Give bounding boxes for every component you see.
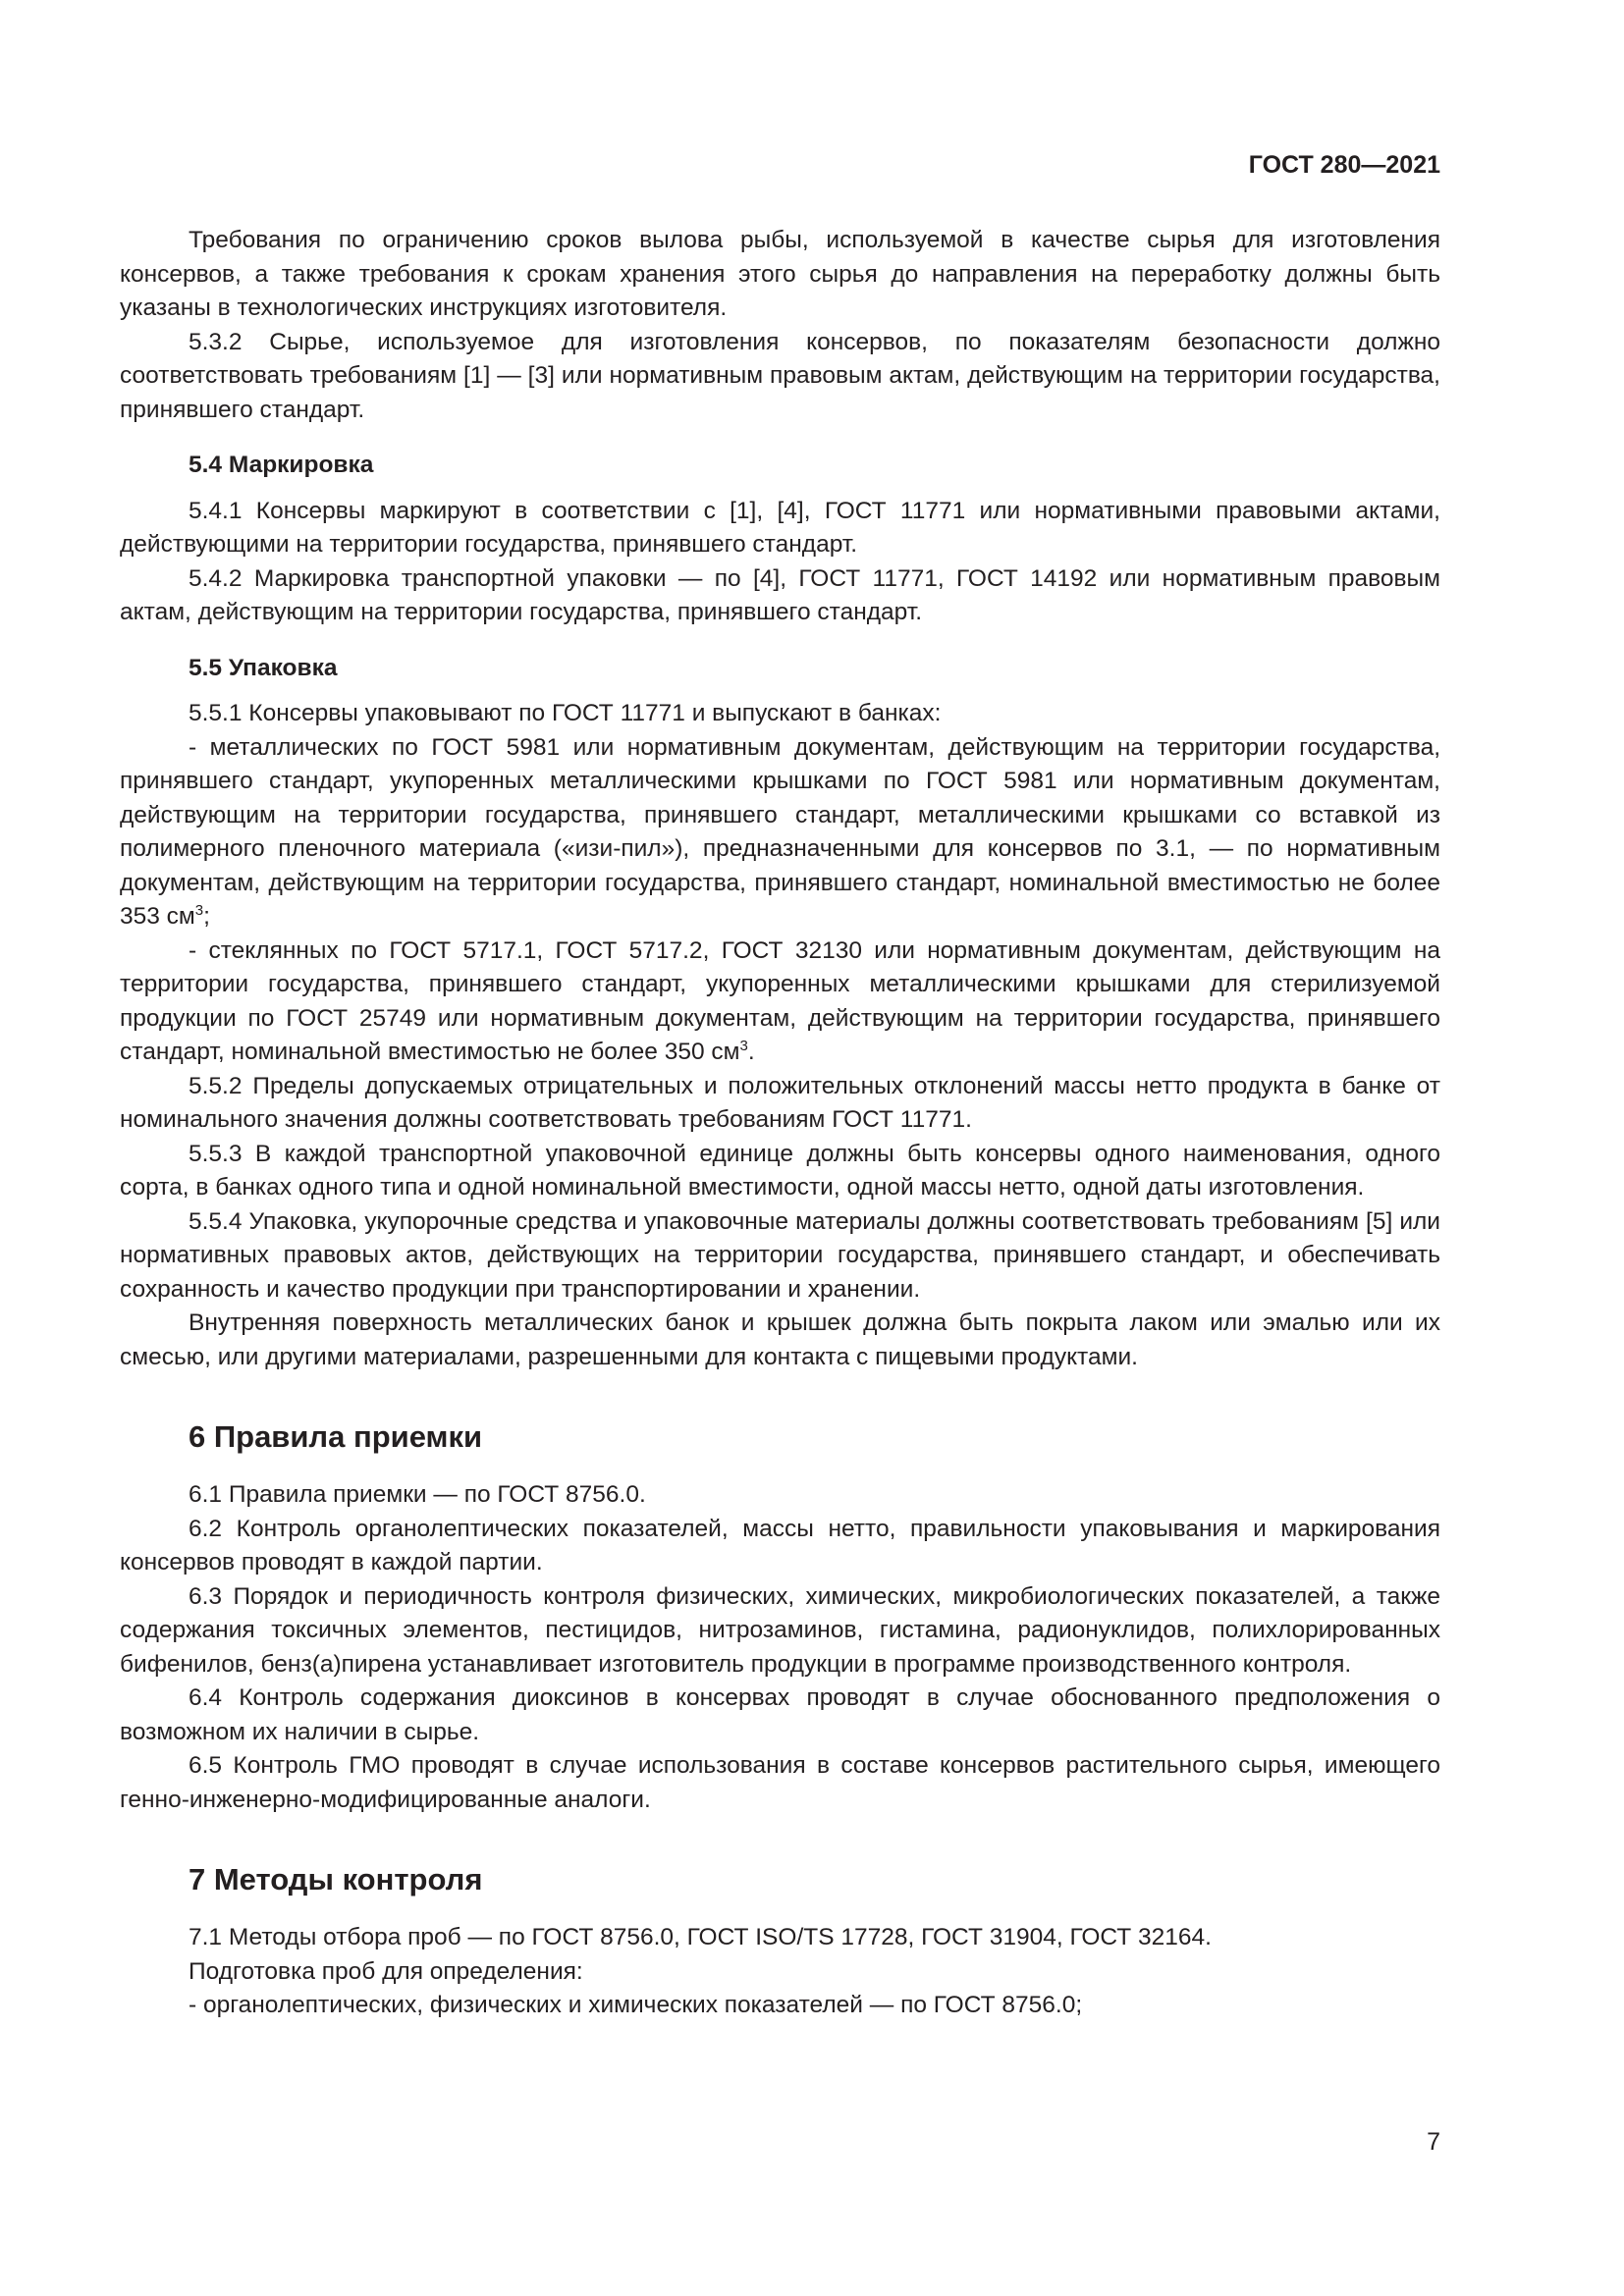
paragraph: 6.4 Контроль содержания диоксинов в консервах проводят в случае обоснованного предположения о возможном их наличии в сырье. [120,1684,1440,1745]
list-item-end: . [747,1039,755,1065]
paragraph: 6.3 Порядок и периодичность контроля физических, химических, микробиологических показателей, а также содержания токсичных элементов, пестицидов, нитрозаминов, гистамина, радионуклидов, полихлорированных бифенилов, бенз(а)пирена устанавливает изготовитель продукции в программе производственного контроля. [120,1582,1440,1678]
paragraph: 7.1 Методы отбора проб — по ГОСТ 8756.0, ГОСТ ISO/TS 17728, ГОСТ 31904, ГОСТ 32164. [189,1924,1212,1950]
superscript: 3 [194,901,204,919]
list-item [120,731,1440,934]
list-item-text: - стеклянных по ГОСТ 5717.1, ГОСТ 5717.2, ГОСТ 32130 или нормативным документам, действующим на территории государства, принявшего стандарт, укупоренных металлическими крышками для стерилизуемой продукции по ГОСТ 25749 или нормативным документам, действующим на территории государства, принявшего стандарт, номинальной вместимостью не более 350 см [120,936,1440,1065]
list-item-end: ; [203,903,210,930]
page-number: 7 [1427,2128,1440,2156]
section-heading: 6 Правила приемки [189,1419,483,1454]
paragraph: 6.1 Правила приемки — по ГОСТ 8756.0. [189,1481,646,1508]
paragraph: Подготовка проб для определения: [189,1957,583,1985]
paragraph: 5.5.4 Упаковка, укупорочные средства и упаковочные материалы должны соответствовать требованиям [5] или нормативных правовых актов, действующих на территории государства, принявшего стандарт, и обеспечивать сохранность и качество продукции при транспортировании и хранении. [120,1207,1440,1303]
list-item: - органолептических, физических и химических показателей — по ГОСТ 8756.0; [189,1992,1083,2018]
paragraph: 6.2 Контроль органолептических показателей, массы нетто, правильности упаковывания и маркирования консервов проводят в каждой партии. [120,1515,1440,1575]
paragraph: 6.5 Контроль ГМО проводят в случае использования в составе консервов растительного сырья, имеющего генно-инженерно-модифицированные аналоги. [120,1752,1440,1813]
paragraph: 5.3.2 Сырье, используемое для изготовления консервов, по показателям безопасности должно соответствовать требованиям [1] — [3] или нормативным правовым актам, действующим на территории государства, принявшего стандарт. [120,328,1440,423]
paragraph: 5.5.1 Консервы упаковывают по ГОСТ 11771 и выпускают в банках: [189,700,942,726]
paragraph: 5.5.3 В каждой транспортной упаковочной единице должны быть консервы одного наименования, одного сорта, в банках одного типа и одной номинальной вместимости, одной массы нетто, одной даты изготовления. [120,1140,1440,1201]
paragraph: Требования по ограничению сроков вылова рыбы, используемой в качестве сырья для изготовления консервов, а также требования к срокам хранения этого сырья до направления на переработку должны быть указаны в технологических инструкциях изготовителя. [120,227,1440,321]
list-item [120,934,1440,1070]
superscript: 3 [739,1037,748,1054]
subsection-heading: 5.4 Маркировка [189,452,374,478]
paragraph: 5.5.2 Пределы допускаемых отрицательных и положительных отклонений массы нетто продукта в банке от номинального значения должны соответствовать требованиям ГОСТ 11771. [120,1072,1440,1133]
subsection-heading: 5.5 Упаковка [189,654,338,681]
section-heading: 7 Методы контроля [189,1862,483,1896]
document-code: ГОСТ 280—2021 [1248,151,1440,179]
page-content [120,224,1440,2023]
paragraph: 5.4.1 Консервы маркируют в соответствии с [1], [4], ГОСТ 11771 или нормативными правовыми актами, действующими на территории государства, принявшего стандарт. [120,497,1440,558]
paragraph: 5.4.2 Маркировка транспортной упаковки — по [4], ГОСТ 11771, ГОСТ 14192 или нормативным правовым актам, действующим на территории государства, принявшего стандарт. [120,564,1440,625]
list-item-text: - металлических по ГОСТ 5981 или нормативным документам, действующим на территории государства, принявшего стандарт, укупоренных металлическими крышками по ГОСТ 5981 или нормативным документам, действующим на территории государства, принявшего стандарт, металлическими крышками со вставкой из полимерного пленочного материала («изи-пил»), предназначенными для консервов по 3.1, — по нормативным документам, действующим на территории государства, принявшего стандарт, номинальной вместимостью не более 353 см [120,733,1440,930]
paragraph: Внутренняя поверхность металлических банок и крышек должна быть покрыта лаком или эмалью или их смесью, или другими материалами, разрешенными для контакта с пищевыми продуктами. [120,1309,1440,1370]
